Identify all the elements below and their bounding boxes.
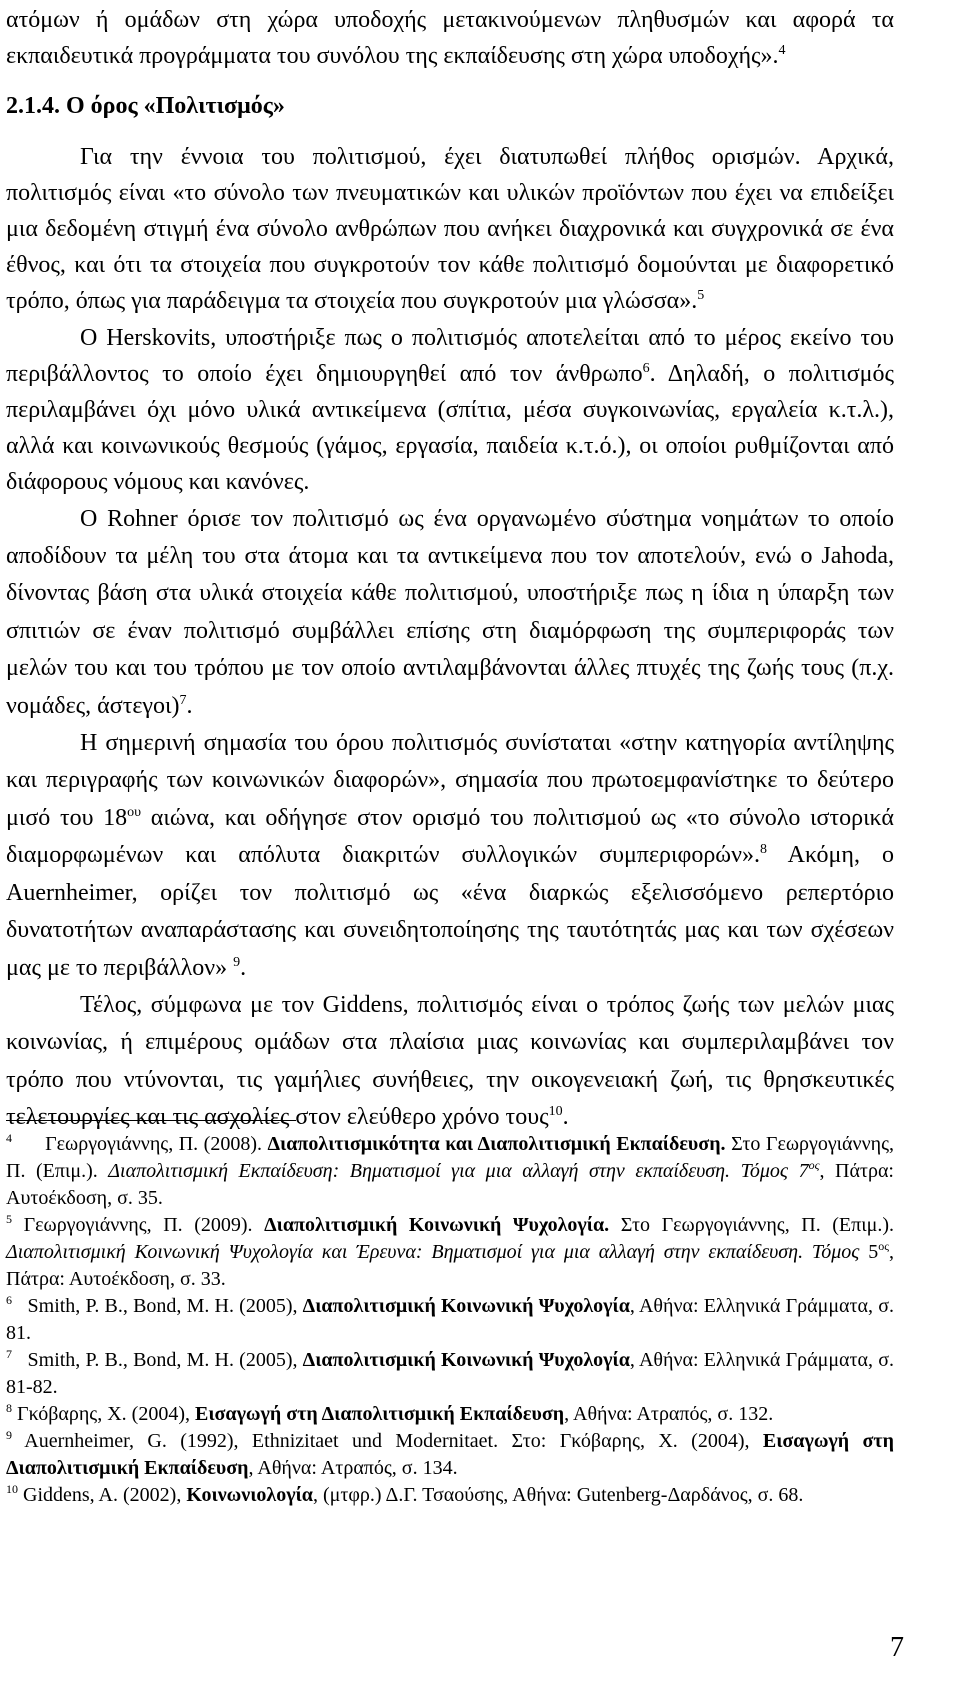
- paragraph-text: Για την έννοια του πολιτισμού, έχει διατυπωθεί πλήθος ορισμών. Αρχικά, πολιτισμός είναι «το σύνολο των πνευματικών και υλικών προϊόντων που έχει να επιδείξει μια δεδομένη στιγμή ένα σύνολο ανθρώπων που ανήκει διαχρονικά και συγχρονικά σε ένα έθνος, και ότι τα στοιχεία που συγκροτούν τον κάθε πολιτισμό δομούνται με διαφορετικό τρόπο, όπως για παράδειγμα τα στοιχεία που συγκροτούν μια γλώσσα».: [6, 143, 894, 315]
- footnote-7: $^7$ Smith, P. B., Bond, M. H. (2005), Διαπολιτισμική Κοινωνική Ψυχολογία, Αθήνα: Ελληνικά Γράμματα, σ. 81-82.: [6, 1347, 894, 1398]
- footnote-number: 7: [6, 1347, 12, 1361]
- body-text: [6, 2, 894, 1137]
- paragraph-text: Ο Herskovits, υποστήριξε πως ο πολιτισμός αποτελείται από το μέρος εκείνο του περιβάλλοντος το οποίο έχει δημιουργηθεί από τον άνθρωπο: [6, 324, 894, 387]
- footnote-ref-6[interactable]: 6: [642, 360, 650, 376]
- footnote-ref-9[interactable]: 9: [233, 954, 241, 970]
- footnote-number: 6: [6, 1293, 12, 1307]
- paragraph-text: Τέλος, σύμφωνα με τον Giddens, πολιτισμός είναι ο τρόπος ζωής των μελών μιας κοινωνίας, ή επιμέρους ομάδων στα πλαίσια μιας κοινωνίας και συμπεριλαμβάνει τον τρόπο που ντύνονται, τις γαμήλιες συνήθειες, την οικογενειακή ζωή, τις θρησκευτικές τελετουργίες και τις ασχολίες στον ελεύθερο χρόνο τους: [6, 991, 894, 1131]
- footnote-ref-5[interactable]: 5: [697, 288, 705, 304]
- page-number: 7: [890, 1632, 904, 1663]
- paragraph-text: ατόμων ή ομάδων στη χώρα υποδοχής μετακινούμενων πληθυσμών και αφορά τα εκπαιδευτικά προγράμματα του συνόλου της εκπαίδευσης στη χώρα υποδοχής».: [6, 7, 894, 70]
- paragraph-auernheimer: Η σημερινή σημασία του όρου πολιτισμός συνίσταται «στην κατηγορία αντίληψης και περιγραφής των κοινωνικών διαφορών», σημασία που πρωτοεμφανίστηκε το δεύτερο μισό του $18^{o\upsilon}$ αιώνα, και οδήγησε στον ορισμό του πολιτισμού ως «το σύνολο ιστορικά διαμορφωμένων και απόλυτα διακριτών συλλογικών συμπεριφορών».$^8$ Ακόμη, ο Auernheimer, ορίζει τον πολιτισμό ως «ένα διαρκώς εξελισσόμενο ρεπερτόριο δυνατοτήτων αναπαράστασης και συνειδητοποίησης της ταυτότητάς μας και των σχέσεων μας με το περιβάλλον» $^9$.: [6, 730, 894, 981]
- footnote-8: $^8$ Γκόβαρης, Χ. (2004), Εισαγωγή στη Διαπολιτισμική Εκπαίδευση, Αθήνα: Ατραπός, σ. 132.: [6, 1401, 774, 1425]
- paragraph-text: . Δηλαδή, ο πολιτισμός περιλαμβάνει όχι μόνο υλικά αντικείμενα (σπίτια, μέσα συγκοινωνίας, εργαλεία κ.τ.λ.), αλλά και κοινωνικούς θεσμούς (γάμος, εργασία, παιδεία κ.τ.ό.), οι οποίοι ρυθμίζονται από διάφορους νόμους και κανόνες.: [6, 360, 894, 496]
- footnote-ref-10[interactable]: 10: [548, 1104, 563, 1120]
- footnote-number: 5: [6, 1212, 12, 1226]
- footnote-number: 4: [6, 1131, 12, 1145]
- footnote-5: $^5$ Γεωργογιάννης, Π. (2009). Διαπολιτισμική Κοινωνική Ψυχολογία. Στο Γεωργογιάννης, Π. (Επιμ.). Διαπολιτισμική Κοινωνική Ψυχολογία και Έρευνα: Βηματισμοί για μια αλλαγή στην εκπαίδευση. Τόμος $5^{o\varsigma}$, Πάτρα: Αυτοέκδοση, σ. 33.: [6, 1212, 895, 1290]
- paragraph-text: Ακόμη, ο Auernheimer, ορίζει τον πολιτισμό ως «ένα διαρκώς εξελισσόμενο ρεπερτόριο δυνατοτήτων αναπαράστασης και συνειδητοποίησης της ταυτότητάς μας και των σχέσεων μας με το περιβάλλον»: [6, 842, 894, 981]
- footnote-ref-7[interactable]: 7: [179, 692, 187, 708]
- footnote-10: $^{10}$ Giddens, A. (2002), Κοινωνιολογία, (μτφρ.) Δ.Γ. Τσαούσης, Αθήνα: Gutenberg-Δαρδάνος, σ. 68.: [6, 1482, 804, 1506]
- paragraph-text: αιώνα, και οδήγησε στον ορισμό του πολιτισμού ως «το σύνολο ιστορικά διαμορφωμένων και απόλυτα διακριτών συλλογικών συμπεριφορών».: [6, 804, 894, 869]
- paragraph-text: Η σημερινή σημασία του όρου πολιτισμός συνίσταται «στην κατηγορία αντίληψης και περιγραφής των κοινωνικών διαφορών», σημασία που πρωτοεμφανίστηκε το δεύτερο μισό του 18: [6, 730, 894, 831]
- footnote-separator: [6, 1120, 296, 1121]
- paragraph-text: Ο Rohner όρισε τον πολιτισμό ως ένα οργανωμένο σύστημα νοημάτων το οποίο αποδίδουν τα μέλη του στα άτομα και τα αντικείμενα που τον αποτελούν, ενώ ο Jahoda, δίνοντας βάση στα υλικά στοιχεία κάθε πολιτισμού, υποστήριξε πως η ίδια η ύπαρξη των σπιτιών σε έναν πολιτισμό συμβάλλει επίσης στη διαμόρφωση της συμπεριφοράς των μελών του και του τρόπου με τον οποίο αντιλαμβάνονται άλλες πτυχές της ζωής τους (π.χ. νομάδες, άστεγοι): [6, 505, 894, 719]
- paragraph-definition: [6, 139, 894, 320]
- footnote-6: $^6$ Smith, P. B., Bond, M. H. (2005), Διαπολιτισμική Κοινωνική Ψυχολογία, Αθήνα: Ελληνικά Γράμματα, σ. 81.: [6, 1293, 894, 1344]
- footnote-4: $^4$ Γεωργογιάννης, Π. (2008). Διαπολιτισμικότητα και Διαπολιτισμική Εκπαίδευση. Στο Γεωργογιάννης, Π. (Επιμ.). Διαπολιτισμική Εκπαίδευση: Βηματισμοί για μια αλλαγή στην εκπαίδευση. Τόμος $7^{o\varsigma}$, Πάτρα: Αυτοέκδοση, σ. 35.: [6, 1131, 894, 1209]
- footnote-ref-8[interactable]: 8: [759, 842, 767, 858]
- footnote-number: 9: [6, 1428, 12, 1442]
- paragraph-rohner: Ο Rohner όρισε τον πολιτισμό ως ένα οργανωμένο σύστημα νοημάτων το οποίο αποδίδουν τα μέλη του στα άτομα και τα αντικείμενα που τον αποτελούν, ενώ ο Jahoda, δίνοντας βάση στα υλικά στοιχεία κάθε πολιτισμού, υποστήριξε πως η ίδια η ύπαρξη των σπιτιών σε έναν πολιτισμό συμβάλλει επίσης στη διαμόρφωση της συμπεριφοράς των μελών του και του τρόπου με τον οποίο αντιλαμβάνονται άλλες πτυχές της ζωής τους (π.χ. νομάδες, άστεγοι)$^7$.: [6, 505, 894, 719]
- paragraph-herskovits: [6, 320, 894, 501]
- footnote-number: 10: [6, 1482, 18, 1496]
- paragraph-giddens: Τέλος, σύμφωνα με τον Giddens, πολιτισμός είναι ο τρόπος ζωής των μελών μιας κοινωνίας, ή επιμέρους ομάδων στα πλαίσια μιας κοινωνίας και συμπεριλαμβάνει τον τρόπο που ντύνονται, τις γαμήλιες συνήθειες, την οικογενειακή ζωή, τις θρησκευτικές τελετουργίες και τις ασχολίες στον ελεύθερο χρόνο τους$^{10}$.: [6, 991, 894, 1131]
- section-heading: 2.1.4. Ο όρος «Πολιτισμός»: [6, 93, 285, 120]
- ordinal-suffix: ου: [127, 804, 142, 820]
- paragraph-continuation: [6, 2, 894, 74]
- footnote-ref-4[interactable]: 4: [778, 43, 786, 59]
- footnotes: [6, 1131, 894, 1509]
- footnote-9: $^9$ Auernheimer, G. (1992), Ethnizitaet und Modernitaet. Στο: Γκόβαρης, Χ. (2004), Εισαγωγή στη Διαπολιτισμική Εκπαίδευση, Αθήνα: Ατραπός, σ. 134.: [6, 1428, 894, 1479]
- footnote-number: 8: [6, 1401, 12, 1415]
